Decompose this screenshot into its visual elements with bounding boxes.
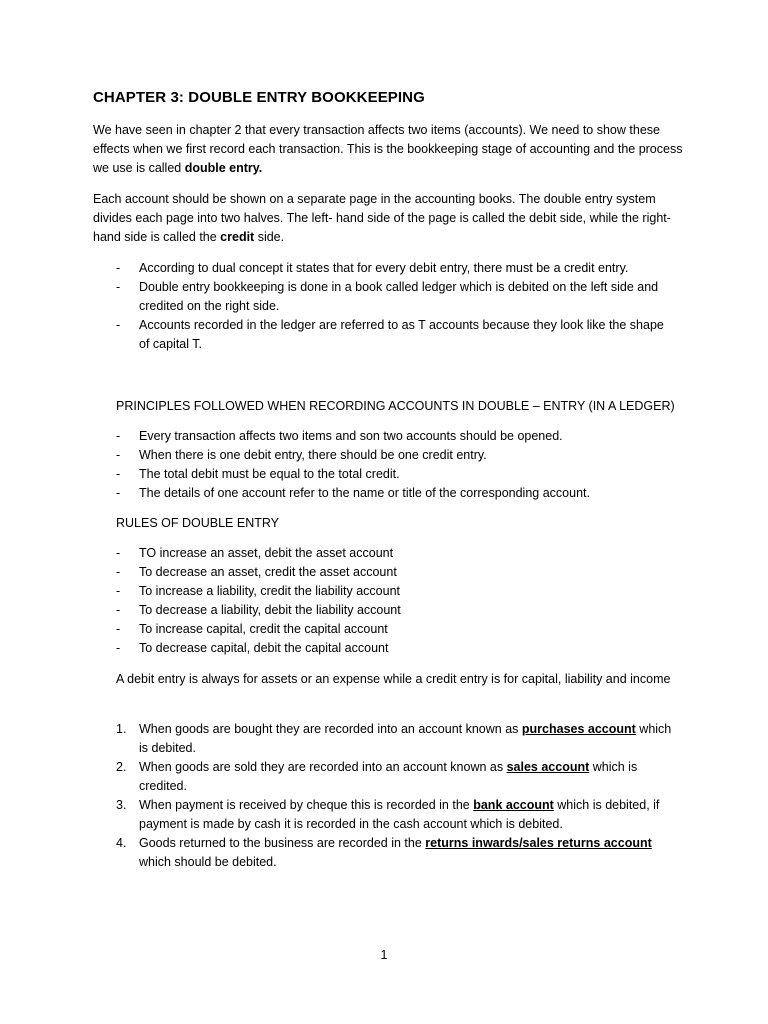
list-item-text: The total debit must be equal to the total credit. bbox=[139, 467, 400, 481]
page-number: 1 bbox=[380, 948, 388, 962]
list-item-text: To decrease a liability, debit the liability account bbox=[139, 603, 401, 617]
principles-heading: PRINCIPLES FOLLOWED WHEN RECORDING ACCOUNTS IN DOUBLE – ENTRY (IN A LEDGER) bbox=[116, 399, 675, 413]
list-item bbox=[116, 639, 676, 658]
account-term: returns inwards/sales returns account bbox=[425, 836, 652, 850]
rules-list bbox=[116, 544, 676, 658]
list-item-text: To increase capital, credit the capital account bbox=[139, 622, 388, 636]
account-term: sales account bbox=[506, 760, 590, 774]
numbered-item bbox=[116, 758, 676, 796]
intro-paragraph bbox=[93, 121, 693, 178]
bullet-marker: - bbox=[116, 261, 121, 275]
list-item bbox=[116, 446, 676, 465]
bullet-marker: - bbox=[116, 429, 121, 443]
bullet-marker: - bbox=[116, 603, 121, 617]
second-text-before: Each account should be shown on a separate page in the accounting books. The double entry system divides each page into two halves. The left- hand side of the page is called the debit side, while the right-hand side is called the bbox=[93, 192, 671, 244]
list-item-text: To decrease an asset, credit the asset account bbox=[139, 565, 397, 579]
numbered-item bbox=[116, 720, 676, 758]
second-text-after: side. bbox=[254, 230, 285, 244]
item-text: which is debited, if payment is made by cash it is recorded in the cash account which is debited. bbox=[139, 798, 660, 831]
item-text: which is debited. bbox=[139, 722, 672, 755]
intro-text: We have seen in chapter 2 that every transaction affects two items (accounts). We need to show these effects when we first record each transaction. This is the bookkeeping stage of accounting and the process we use is called bbox=[93, 123, 683, 175]
item-number: 2. bbox=[116, 760, 127, 774]
list-item bbox=[116, 484, 676, 503]
item-text: which is credited. bbox=[139, 760, 638, 793]
item-number: 1. bbox=[116, 722, 127, 736]
intro-bold-term: double entry. bbox=[184, 161, 263, 175]
item-text: When payment is received by cheque this is recorded in the bbox=[139, 798, 474, 812]
list-item-text: Accounts recorded in the ledger are referred to as T accounts because they look like the shape of capital T. bbox=[139, 318, 664, 351]
list-item bbox=[116, 278, 676, 316]
item-text: When goods are sold they are recorded into an account known as bbox=[139, 760, 507, 774]
principles-list bbox=[116, 427, 676, 503]
list-item bbox=[116, 544, 676, 563]
list-item bbox=[116, 582, 676, 601]
bullet-marker: - bbox=[116, 546, 121, 560]
list-item-text: TO increase an asset, debit the asset account bbox=[139, 546, 394, 560]
item-text: When goods are bought they are recorded into an account known as bbox=[139, 722, 522, 736]
list-item bbox=[116, 620, 676, 639]
list-item-text: According to dual concept it states that for every debit entry, there must be a credit entry. bbox=[139, 261, 629, 275]
item-text: Goods returned to the business are recorded in the bbox=[139, 836, 426, 850]
summary-paragraph: A debit entry is always for assets or an expense while a credit entry is for capital, liability and income bbox=[116, 672, 671, 686]
rules-heading: RULES OF DOUBLE ENTRY bbox=[116, 516, 280, 530]
list-item-text: To increase a liability, credit the liability account bbox=[139, 584, 401, 598]
list-item bbox=[116, 465, 676, 484]
bullet-marker: - bbox=[116, 318, 121, 332]
list-item bbox=[116, 427, 676, 446]
item-number: 3. bbox=[116, 798, 127, 812]
list-item bbox=[116, 259, 676, 278]
list-item-text: The details of one account refer to the name or title of the corresponding account. bbox=[139, 486, 590, 500]
list-item bbox=[116, 601, 676, 620]
bullet-marker: - bbox=[116, 641, 121, 655]
bullet-marker: - bbox=[116, 467, 121, 481]
list-item-text: Every transaction affects two items and son two accounts should be opened. bbox=[139, 429, 563, 443]
concept-bullet-list bbox=[116, 259, 676, 354]
list-item bbox=[116, 316, 676, 354]
account-term: bank account bbox=[473, 798, 554, 812]
list-item-text: To decrease capital, debit the capital account bbox=[139, 641, 389, 655]
bullet-marker: - bbox=[116, 280, 121, 294]
second-paragraph bbox=[93, 190, 693, 247]
bullet-marker: - bbox=[116, 622, 121, 636]
bullet-marker: - bbox=[116, 448, 121, 462]
list-item-text: Double entry bookkeeping is done in a book called ledger which is debited on the left side and credited on the right side. bbox=[139, 280, 659, 313]
bullet-marker: - bbox=[116, 486, 121, 500]
chapter-title: CHAPTER 3: DOUBLE ENTRY BOOKKEEPING bbox=[93, 89, 425, 106]
item-number: 4. bbox=[116, 836, 127, 850]
bullet-marker: - bbox=[116, 565, 121, 579]
numbered-item bbox=[116, 796, 676, 834]
numbered-list bbox=[116, 720, 676, 872]
list-item bbox=[116, 563, 676, 582]
second-bold-term: credit bbox=[220, 230, 255, 244]
item-text: which should be debited. bbox=[139, 855, 277, 869]
numbered-item bbox=[116, 834, 676, 872]
list-item-text: When there is one debit entry, there should be one credit entry. bbox=[139, 448, 487, 462]
account-term: purchases account bbox=[521, 722, 636, 736]
bullet-marker: - bbox=[116, 584, 121, 598]
